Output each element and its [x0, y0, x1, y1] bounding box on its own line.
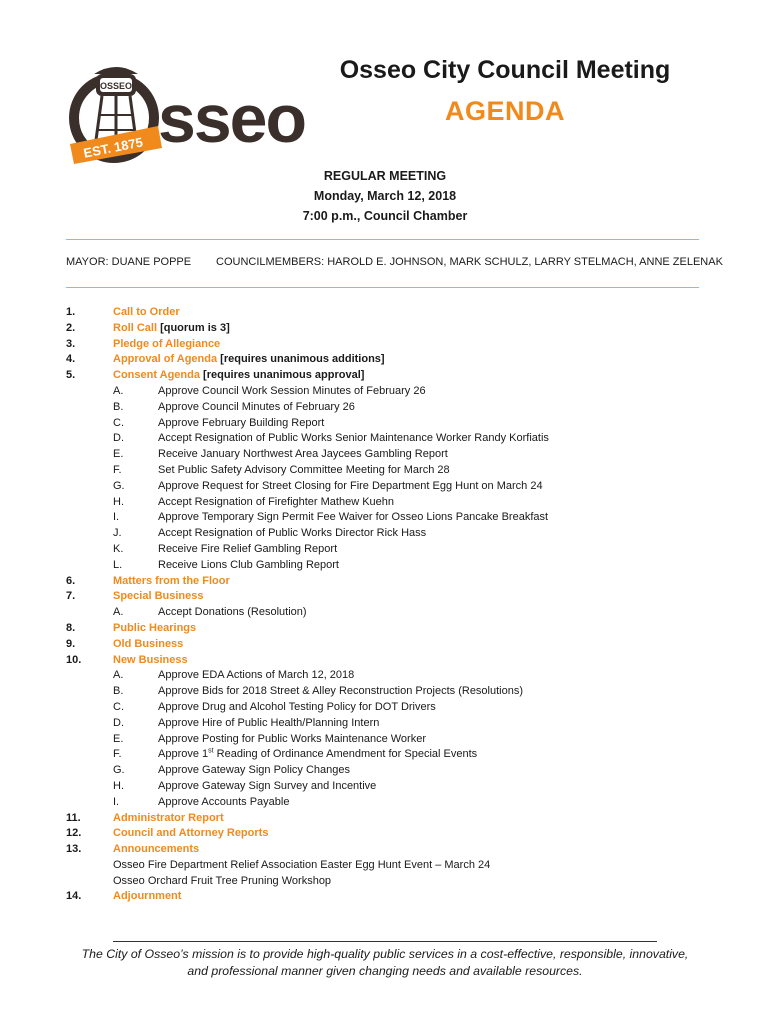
section-title: [113, 337, 220, 353]
item-text: Receive Fire Relief Gambling Report: [158, 542, 338, 555]
section-heading: Council and Attorney Reports: [113, 827, 269, 840]
item-text: Accept Resignation of Firefighter Mathew Kuehn: [158, 495, 395, 508]
section-note: [quorum is 3]: [157, 321, 230, 334]
section-number: 7.: [66, 590, 76, 603]
agenda-item: [66, 700, 706, 716]
section-heading: Special Business: [113, 590, 204, 603]
mission-statement: [40, 946, 730, 980]
item-text: Approve Temporary Sign Permit Fee Waiver for Osseo Lions Pancake Breakfast: [158, 511, 549, 524]
item-letter: H.: [113, 779, 124, 792]
section-number: 5.: [66, 369, 76, 382]
section-number: 6.: [66, 574, 76, 587]
section-number: 8.: [66, 621, 76, 634]
item-letter: H.: [113, 495, 124, 508]
section-title: [113, 653, 188, 669]
agenda-item: [66, 558, 706, 574]
section-title: [113, 826, 268, 842]
section-number: 10.: [66, 653, 82, 666]
agenda-item: [66, 400, 706, 416]
section-heading: Old Business: [113, 637, 184, 650]
agenda-section: [66, 589, 706, 605]
section-heading: Call to Order: [113, 306, 180, 318]
announcement-text: Osseo Fire Department Relief Association Easter Egg Hunt Event – March 24: [113, 858, 491, 871]
agenda-item: [66, 416, 706, 432]
meeting-date: Monday, March 12, 2018: [313, 189, 457, 203]
item-text: Set Public Safety Advisory Committee Meeting for March 28: [158, 463, 450, 476]
meeting-time-place: 7:00 p.m., Council Chamber: [302, 209, 468, 223]
item-letter: D.: [113, 432, 124, 445]
agenda-item: [66, 795, 706, 811]
logo-tower-text: OSSEO: [99, 81, 133, 91]
announcement-text: Osseo Orchard Fruit Tree Pruning Workshop: [113, 874, 332, 887]
item-letter: A.: [113, 669, 124, 682]
section-heading: Consent Agenda: [113, 369, 200, 382]
section-title: [113, 811, 224, 827]
item-letter: G.: [113, 764, 125, 777]
agenda-item: [66, 732, 706, 748]
councilmembers-line: COUNCILMEMBERS: HAROLD E. JOHNSON, MARK SCHULZ, LARRY STELMACH, ANNE ZELENAK: [216, 256, 723, 268]
item-text: Approve Council Work Session Minutes of February 26: [158, 384, 426, 397]
section-heading: Adjournment: [113, 890, 182, 903]
agenda-item: [66, 605, 706, 621]
item-text: Approve 1st Reading of Ordinance Amendment for Special Events: [158, 747, 478, 761]
meeting-info: [0, 166, 770, 226]
section-number: 14.: [66, 890, 82, 903]
logo-banner-text: EST. 1875: [82, 134, 145, 161]
agenda-item: [66, 526, 706, 542]
agenda-section: [66, 637, 706, 653]
agenda-section: [66, 889, 706, 905]
agenda-item: [66, 684, 706, 700]
agenda-section: [66, 305, 706, 321]
agenda-item: [66, 447, 706, 463]
section-title: [113, 637, 183, 653]
item-letter: G.: [113, 479, 125, 492]
section-heading: Matters from the Floor: [113, 574, 230, 587]
section-number: 12.: [66, 827, 82, 840]
agenda-section: [66, 653, 706, 669]
agenda-item: [66, 463, 706, 479]
agenda-item: [66, 384, 706, 400]
section-heading: Public Hearings: [113, 621, 197, 634]
agenda-item: [66, 779, 706, 795]
item-text: Approve EDA Actions of March 12, 2018: [158, 669, 355, 682]
section-note: [requires unanimous approval]: [200, 369, 365, 382]
section-number: 4.: [66, 353, 76, 366]
section-title: [113, 305, 180, 321]
item-letter: B.: [113, 685, 124, 698]
section-heading: Pledge of Allegiance: [113, 337, 221, 350]
item-letter: C.: [113, 700, 124, 713]
section-number: 11.: [66, 811, 81, 824]
section-number: 9.: [66, 637, 76, 650]
section-number: 1.: [66, 306, 76, 318]
item-letter: K.: [113, 542, 124, 555]
agenda-item: [66, 668, 706, 684]
item-text: Approve Gateway Sign Policy Changes: [158, 764, 350, 777]
agenda-list: [66, 305, 706, 905]
item-letter: J.: [113, 527, 122, 540]
item-letter: F.: [113, 748, 122, 761]
agenda-section: [66, 826, 706, 842]
section-title: [113, 574, 230, 590]
section-title: [113, 368, 364, 384]
section-title: [113, 352, 385, 368]
item-text: Approve Hire of Public Health/Planning Intern: [158, 716, 380, 729]
agenda-item: [66, 542, 706, 558]
section-heading: Administrator Report: [113, 811, 224, 824]
section-number: 3.: [66, 337, 76, 350]
section-title: [113, 321, 230, 337]
item-text: Approve Accounts Payable: [158, 795, 290, 808]
agenda-section: [66, 321, 706, 337]
divider-bottom: [66, 287, 699, 288]
item-text: Approve Request for Street Closing for Fire Department Egg Hunt on March 24: [158, 479, 543, 492]
item-letter: B.: [113, 400, 124, 413]
agenda-section: [66, 811, 706, 827]
mayor-line: MAYOR: DUANE POPPE: [66, 256, 192, 268]
section-title: [113, 621, 196, 637]
section-title: [113, 589, 204, 605]
item-letter: D.: [113, 716, 124, 729]
item-letter: L.: [113, 558, 123, 571]
agenda-item: [66, 747, 706, 763]
item-letter: C.: [113, 416, 124, 429]
agenda-item: [66, 479, 706, 495]
mission-line-1: The City of Osseo’s mission is to provide high-quality public services in a cost-effective, responsible, innovative,: [81, 947, 689, 961]
item-letter: I.: [113, 795, 120, 808]
section-heading: New Business: [113, 653, 188, 666]
agenda-section: [66, 574, 706, 590]
agenda-section: [66, 368, 706, 384]
item-text: Approve Council Minutes of February 26: [158, 400, 355, 413]
water-tower-logo-icon: [66, 60, 316, 172]
section-heading: Approval of Agenda: [113, 353, 218, 366]
item-letter: F.: [113, 463, 122, 476]
item-text: Receive January Northwest Area Jaycees Gambling Report: [158, 448, 448, 461]
agenda-heading: AGENDA: [444, 96, 565, 126]
agenda-item: [66, 495, 706, 511]
mission-line-2: and professional manner given changing needs and available resources.: [187, 964, 583, 978]
item-letter: A.: [113, 606, 124, 619]
section-title: [113, 889, 181, 905]
item-text: Accept Resignation of Public Works Senior Maintenance Worker Randy Korfiatis: [158, 432, 549, 445]
item-letter: A.: [113, 384, 124, 397]
meeting-type: REGULAR MEETING: [323, 169, 447, 183]
section-note: [requires unanimous additions]: [217, 353, 385, 366]
logo-wordmark: sseo: [158, 81, 305, 157]
agenda-item: [66, 510, 706, 526]
divider-top: [66, 239, 699, 240]
osseo-logo: [66, 60, 316, 172]
footer-divider: [113, 941, 657, 942]
agenda-section: [66, 621, 706, 637]
section-number: 2.: [66, 321, 76, 334]
section-heading: Announcements: [113, 843, 200, 856]
section-number: 13.: [66, 843, 82, 856]
item-superscript: st: [208, 747, 214, 755]
section-title: [113, 842, 199, 858]
agenda-item: [66, 763, 706, 779]
item-text: Receive Lions Club Gambling Report: [158, 558, 339, 571]
item-letter: E.: [113, 732, 124, 745]
item-text: Approve Posting for Public Works Maintenance Worker: [158, 732, 426, 745]
item-letter: E.: [113, 448, 124, 461]
item-text: Accept Donations (Resolution): [158, 606, 307, 619]
agenda-section: [66, 337, 706, 353]
item-text: Accept Resignation of Public Works Director Rick Hass: [158, 527, 427, 540]
agenda-section: [66, 842, 706, 858]
item-text: Approve February Building Report: [158, 416, 325, 429]
item-text: Approve Bids for 2018 Street & Alley Reconstruction Projects (Resolutions): [158, 685, 524, 698]
page-title: Osseo City Council Meeting: [339, 56, 671, 84]
agenda-announcement: [66, 858, 706, 874]
agenda-announcement: [66, 874, 706, 890]
item-text: Approve Gateway Sign Survey and Incentive: [158, 779, 377, 792]
agenda-section: [66, 352, 706, 368]
section-heading: Roll Call: [113, 321, 158, 334]
item-letter: I.: [113, 511, 120, 524]
item-text: Approve Drug and Alcohol Testing Policy for DOT Drivers: [158, 700, 436, 713]
agenda-item: [66, 431, 706, 447]
agenda-item: [66, 716, 706, 732]
